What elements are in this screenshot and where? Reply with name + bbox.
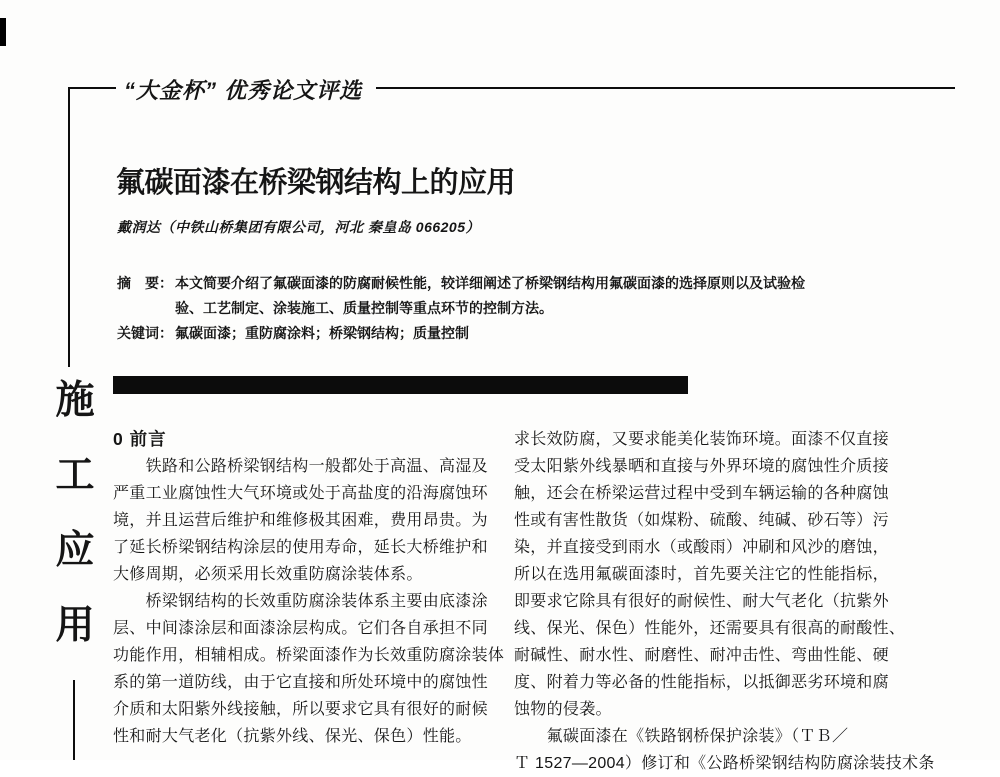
text-line: 严重工业腐蚀性大气环境或处于高盐度的沿海腐蚀环 (113, 485, 488, 502)
author-affiliation-line: 戴润达（中铁山桥集团有限公司，河北 秦皇岛 066205） (117, 219, 480, 235)
text-line: 了延长桥梁钢结构涂层的使用寿命，延长大桥维护和 (113, 539, 488, 556)
text-line: 功能作用，相辅相成。桥梁面漆作为长效重防腐涂装体 (113, 647, 505, 664)
abstract-line-2: 验、工艺制定、涂装施工、质量控制等重点环节的控制方法。 (175, 300, 553, 316)
sidebar-char: 应 (55, 529, 95, 572)
scan-artifact-mark (0, 18, 6, 46)
text-line: 蚀物的侵袭。 (514, 701, 612, 718)
text-line: 即要求它除具有很好的耐候性、耐大气老化（抗紫外 (514, 593, 889, 610)
sidebar-char: 用 (55, 604, 95, 647)
text-line: 触，还会在桥梁运营过程中受到车辆运输的各种腐蚀 (514, 485, 889, 502)
sidebar-char: 工 (55, 454, 95, 497)
left-bracket-rule (68, 87, 70, 367)
abstract-block (117, 271, 817, 346)
section-heading: 0 前言 (113, 429, 167, 449)
body-column-right (514, 426, 935, 777)
text-line: 层、中间漆涂层和面漆涂层构成。它们各自承担不同 (113, 620, 488, 637)
body-column-left (113, 426, 505, 750)
abstract-label: 摘 要： (117, 275, 173, 291)
keywords-row (117, 321, 817, 346)
right-column-lines (514, 426, 906, 750)
clipped-bottom-text-line: Ｔ 1527—2004）修订和《公路桥梁钢结构防腐涂装技术条 (514, 755, 935, 772)
text-line: 所以在选用氟碳面漆时，首先要关注它的性能指标， (514, 566, 889, 583)
sidebar-section-label (52, 381, 98, 645)
keywords-label: 关键词： (117, 325, 173, 341)
text-line: 度、附着力等必备的性能指标，以抵御恶劣环境和腐 (514, 674, 889, 691)
text-line: 性或有害性散货（如煤粉、硫酸、纯碱、砂石等）污 (514, 512, 889, 529)
text-line: 氟碳面漆在《铁路钢桥保护涂装》（ＴＢ／ (514, 728, 849, 745)
text-line: 境，并且运营后维护和维修极其困难，费用昂贵。为 (113, 512, 488, 529)
text-line: 大修周期，必须采用长效重防腐涂装体系。 (113, 566, 423, 583)
sidebar-char: 施 (55, 379, 95, 422)
text-line: 桥梁钢结构的长效重防腐涂装体系主要由底漆涂 (113, 593, 488, 610)
sidebar-rule (73, 680, 75, 760)
abstract-label-spacer (117, 296, 175, 321)
abstract-row (117, 296, 817, 321)
text-line: 受太阳紫外线暴晒和直接与外界环境的腐蚀性介质接 (514, 458, 889, 475)
text-line: 染，并直接受到雨水（或酸雨）冲刷和风沙的磨蚀， (514, 539, 889, 556)
text-line: 线、保光、保色）性能外，还需要具有很高的耐酸性、 (514, 620, 906, 637)
text-line: 铁路和公路桥梁钢结构一般都处于高温、高湿及 (113, 458, 488, 475)
text-line: 介质和太阳紫外线接触，所以要求它具有很好的耐候 (113, 701, 488, 718)
article-title: 氟碳面漆在桥梁钢结构上的应用 (116, 167, 516, 199)
section-divider-bar (113, 376, 688, 394)
column-ribbon-title: “大金杯” 优秀论文评选 (116, 74, 376, 105)
text-line: 耐碱性、耐水性、耐磨性、耐冲击性、弯曲性能、硬 (514, 647, 889, 664)
abstract-row (117, 271, 817, 296)
text-line: 性和耐大气老化（抗紫外线、保光、保色）性能。 (113, 728, 472, 745)
keywords-text: 氟碳面漆；重防腐涂料；桥梁钢结构；质量控制 (175, 325, 469, 341)
left-column-lines (113, 453, 505, 750)
abstract-line-1: 本文简要介绍了氟碳面漆的防腐耐候性能，较详细阐述了桥梁钢结构用氟碳面漆的选择原则以及试验检 (175, 275, 805, 291)
text-line: 系的第一道防线，由于它直接和所处环境中的腐蚀性 (113, 674, 488, 691)
text-line: 求长效防腐，又要求能美化装饰环境。面漆不仅直接 (514, 431, 889, 448)
